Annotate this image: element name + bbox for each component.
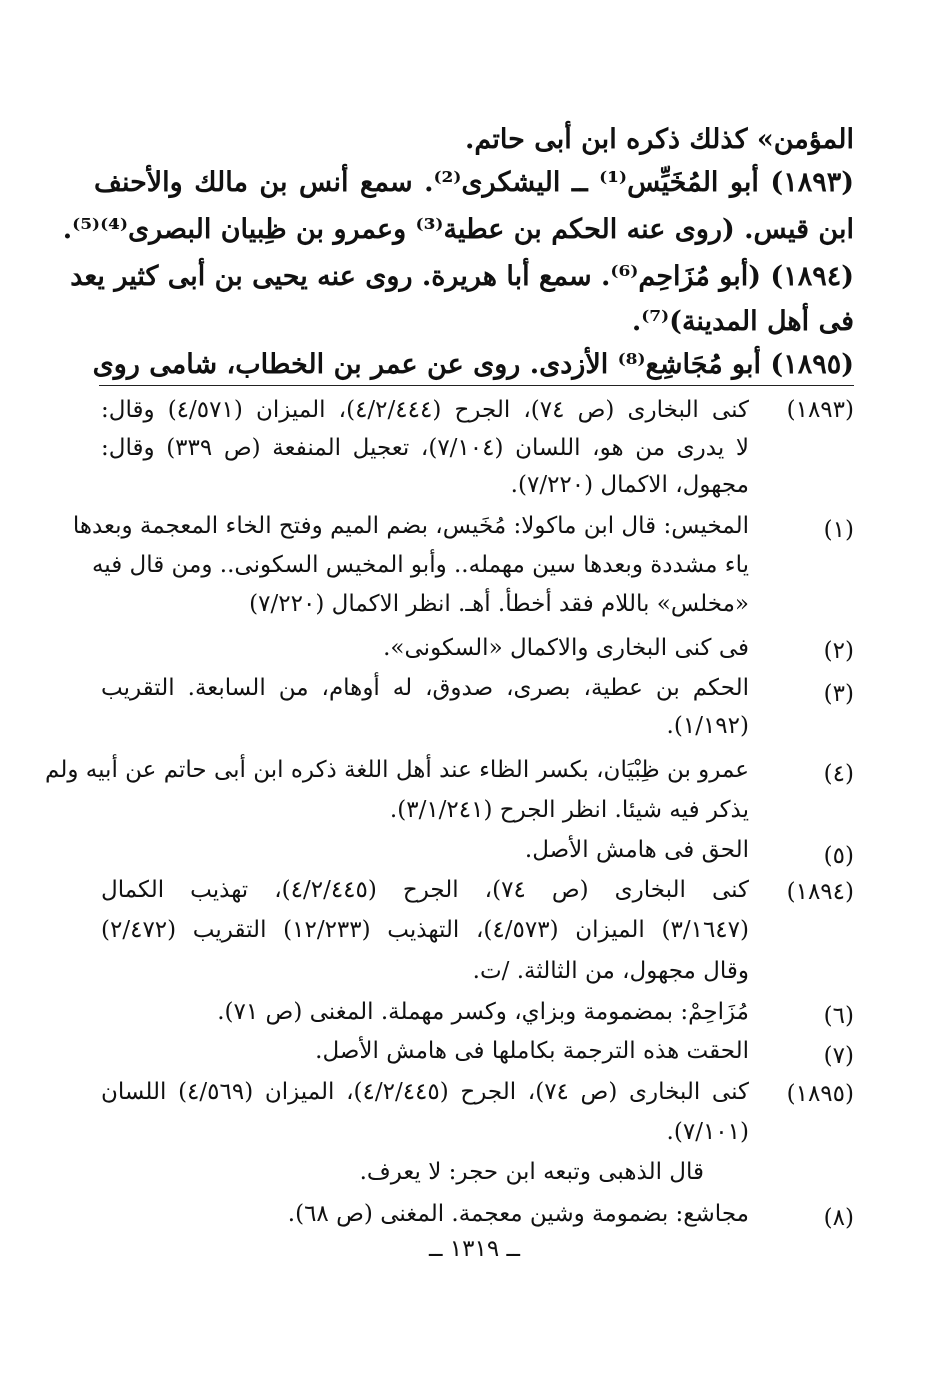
main-line-5: فى أهل المدينة)⁽⁷⁾. bbox=[631, 306, 854, 337]
footnote-number: (٥) bbox=[823, 843, 854, 869]
footnote-line: عمرو بن ظِبْيَان، بكسر الظاء عند أهل اللغة ذكره ابن أبى حاتم عن أبيه ولم bbox=[45, 757, 749, 783]
footnote-number: (٨) bbox=[823, 1205, 854, 1231]
footnote-number: (٤) bbox=[823, 761, 854, 787]
footnote-line: الحق فى هامش الأصل. bbox=[524, 837, 749, 863]
footnote-line: مجهول، الاكمال (٧/٢٢٠). bbox=[510, 472, 749, 498]
footnote-line: مجاشع: بضمومة وشين معجمة. المغنى (ص ٦٨). bbox=[287, 1201, 749, 1227]
main-line-1: المؤمن» كذلك ذكره ابن أبى حاتم. bbox=[465, 124, 854, 155]
footnote-line: فى كنى البخارى والاكمال «السكونى». bbox=[383, 635, 749, 661]
footnote-number: (١٨٩٣) bbox=[786, 397, 854, 423]
footnote-number: (١٨٩٥) bbox=[786, 1081, 854, 1107]
footnote-divider bbox=[99, 385, 854, 386]
footnote-line: كنى البخارى (ص ٧٤)، الجرح (٤/٢/٤٤٤)، الميزان (٤/٥٧١) وقال: bbox=[101, 397, 749, 423]
main-line-4: (١٨٩٤) (أبو مُزَاحِم⁽⁶⁾. سمع أبا هريرة. روى عنه يحيى بن أبى كثير يعد bbox=[70, 261, 854, 292]
page-number: ــ ١٣١٩ ــ bbox=[428, 1236, 520, 1262]
footnote-number: (٢) bbox=[823, 638, 854, 664]
footnote-line: الحقت هذه الترجمة بكاملها فى هامش الأصل. bbox=[315, 1038, 749, 1064]
footnote-line: كنى البخارى (ص ٧٤)، الجرح (٤/٢/٤٤٥)، الميزان (٤/٥٦٩) اللسان bbox=[101, 1079, 749, 1105]
footnote-line: مُزَاحِمْ: بمضمومة وبزاي، وكسر مهملة. المغنى (ص ٧١). bbox=[217, 999, 749, 1025]
footnote-line: (١/١٩٢). bbox=[666, 713, 749, 739]
footnote-line: (٣/١٦٤٧) الميزان (٤/٥٧٣)، التهذيب (١٢/٢٣٣) التقريب (٢/٤٧٢) bbox=[101, 917, 749, 943]
footnote-line: كنى البخارى (ص ٧٤)، الجرح (٤/٢/٤٤٥)، تهذيب الكمال bbox=[101, 877, 750, 903]
footnote-number: (٣) bbox=[823, 681, 854, 707]
footnote-line: لا يدرى من هو، اللسان (٧/١٠٤)، تعجيل المنفعة (ص ٣٣٩) وقال: bbox=[101, 435, 749, 461]
footnote-line: الحكم بن عطية، بصرى، صدوق، له أوهام، من السابعة. التقريب bbox=[101, 675, 749, 701]
footnote-line: ياء مشددة وبعدها سين مهمله.. وأبو المخيس السكونى.. ومن قال فيه bbox=[91, 552, 749, 578]
footnote-line: المخيس: قال ابن ماكولا: مُخَيس، بضم الميم وفتح الخاء المعجمة وبعدها bbox=[72, 513, 749, 539]
main-line-3: ابن قيس. (روى عنه الحكم بن عطية⁽³⁾ وعمرو بن ظِبيان البصرى⁽⁴⁾⁽⁵⁾. bbox=[62, 214, 854, 245]
footnote-line: (٧/١٠١). bbox=[666, 1119, 749, 1145]
main-line-2: (١٨٩٣) أبو المُخَيِّس⁽¹⁾ ــ اليشكرى⁽²⁾. سمع أنس بن مالك والأحنف bbox=[94, 167, 854, 198]
main-line-6: (١٨٩٥) أبو مُجَاشِع⁽⁸⁾ الأزدى. روى عن عمر بن الخطاب، شامى روى bbox=[92, 349, 854, 380]
footnote-line: وقال مجهول، من الثالثة. /ت. bbox=[472, 958, 749, 984]
footnote-number: (٦) bbox=[823, 1003, 854, 1029]
footnote-line: «مخلس» باللام فقد أخطأ. أهـ. انظر الاكمال (٧/٢٢٠) bbox=[249, 591, 749, 617]
footnote-number: (١٨٩٤) bbox=[786, 879, 854, 905]
footnote-number: (١) bbox=[823, 517, 854, 543]
footnote-number: (٧) bbox=[823, 1043, 854, 1069]
footnote-note: قال الذهبى وتبعه ابن حجر: لا يعرف. bbox=[359, 1159, 704, 1185]
footnote-line: يذكر فيه شيئا. انظر الجرح (٣/١/٢٤١). bbox=[389, 797, 749, 823]
